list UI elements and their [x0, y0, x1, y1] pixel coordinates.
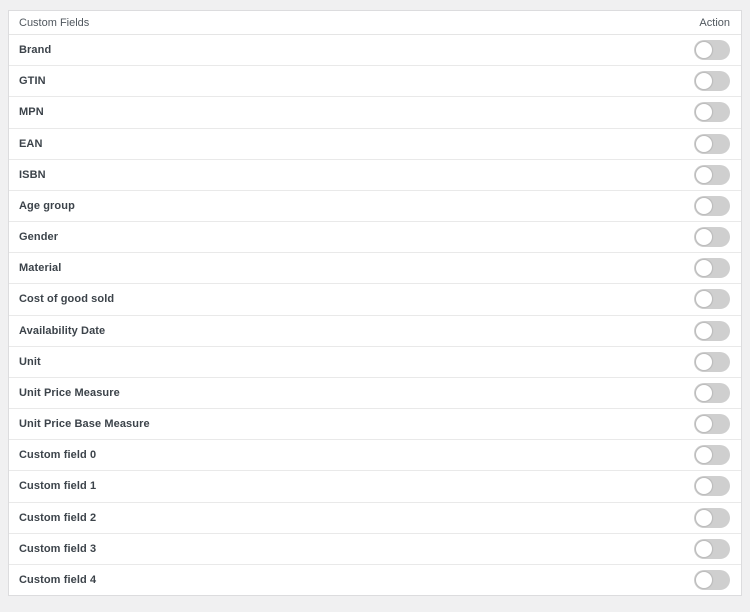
table-row: [9, 283, 741, 314]
table-row: [9, 377, 741, 408]
field-label: Material: [19, 262, 62, 275]
table-row: [9, 96, 741, 127]
toggle-switch[interactable]: [694, 352, 730, 372]
toggle-switch[interactable]: [694, 539, 730, 559]
toggle-knob: [695, 571, 713, 589]
table-header-action: Action: [699, 16, 730, 29]
toggle-switch[interactable]: [694, 383, 730, 403]
field-label: Cost of good sold: [19, 293, 115, 306]
toggle-knob: [695, 103, 713, 121]
field-label: Custom field 0: [19, 449, 97, 462]
table-row: [9, 190, 741, 221]
table-row: [9, 221, 741, 252]
table-row: [9, 65, 741, 96]
table-row: [9, 564, 741, 595]
table-row: [9, 502, 741, 533]
field-label: MPN: [19, 106, 44, 119]
table-row: [9, 128, 741, 159]
toggle-switch[interactable]: [694, 570, 730, 590]
toggle-knob: [695, 41, 713, 59]
field-label: Unit Price Base Measure: [19, 418, 150, 431]
toggle-switch[interactable]: [694, 414, 730, 434]
field-label: Unit Price Measure: [19, 386, 120, 399]
toggle-switch[interactable]: [694, 165, 730, 185]
field-label: Custom field 1: [19, 480, 97, 493]
toggle-switch[interactable]: [694, 134, 730, 154]
toggle-switch[interactable]: [694, 102, 730, 122]
toggle-knob: [695, 446, 713, 464]
toggle-knob: [695, 415, 713, 433]
table-row: [9, 159, 741, 190]
field-label: Custom field 4: [19, 574, 97, 586]
toggle-knob: [695, 135, 713, 153]
field-label: Custom field 2: [19, 511, 97, 524]
toggle-switch[interactable]: [694, 476, 730, 496]
table-row: [9, 408, 741, 439]
field-label: Age group: [19, 199, 75, 212]
toggle-switch[interactable]: [694, 289, 730, 309]
toggle-switch[interactable]: [694, 196, 730, 216]
table-row: [9, 35, 741, 65]
custom-fields-table: [8, 10, 742, 596]
toggle-switch[interactable]: [694, 321, 730, 341]
table-row: [9, 252, 741, 283]
table-body: [9, 35, 741, 595]
toggle-knob: [695, 540, 713, 558]
toggle-switch[interactable]: [694, 71, 730, 91]
table-row: [9, 346, 741, 377]
toggle-knob: [695, 166, 713, 184]
field-label: Gender: [19, 231, 59, 244]
toggle-switch[interactable]: [694, 227, 730, 247]
table-row: [9, 533, 741, 564]
field-label: EAN: [19, 137, 43, 150]
toggle-knob: [695, 72, 713, 90]
toggle-knob: [695, 228, 713, 246]
table-header-title: Custom Fields: [19, 16, 90, 29]
table-row: [9, 315, 741, 346]
toggle-switch[interactable]: [694, 258, 730, 278]
toggle-switch[interactable]: [694, 40, 730, 60]
field-label: Custom field 3: [19, 542, 97, 555]
toggle-knob: [695, 259, 713, 277]
toggle-knob: [695, 353, 713, 371]
field-label: ISBN: [19, 168, 46, 181]
toggle-knob: [695, 322, 713, 340]
field-label: Availability Date: [19, 324, 106, 337]
field-label: Brand: [19, 44, 52, 57]
toggle-knob: [695, 197, 713, 215]
field-label: GTIN: [19, 75, 46, 88]
toggle-switch[interactable]: [694, 508, 730, 528]
field-label: Unit: [19, 355, 41, 368]
toggle-knob: [695, 477, 713, 495]
table-header: [9, 11, 741, 35]
toggle-knob: [695, 509, 713, 527]
table-row: [9, 470, 741, 501]
table-row: [9, 439, 741, 470]
toggle-knob: [695, 290, 713, 308]
toggle-knob: [695, 384, 713, 402]
toggle-switch[interactable]: [694, 445, 730, 465]
